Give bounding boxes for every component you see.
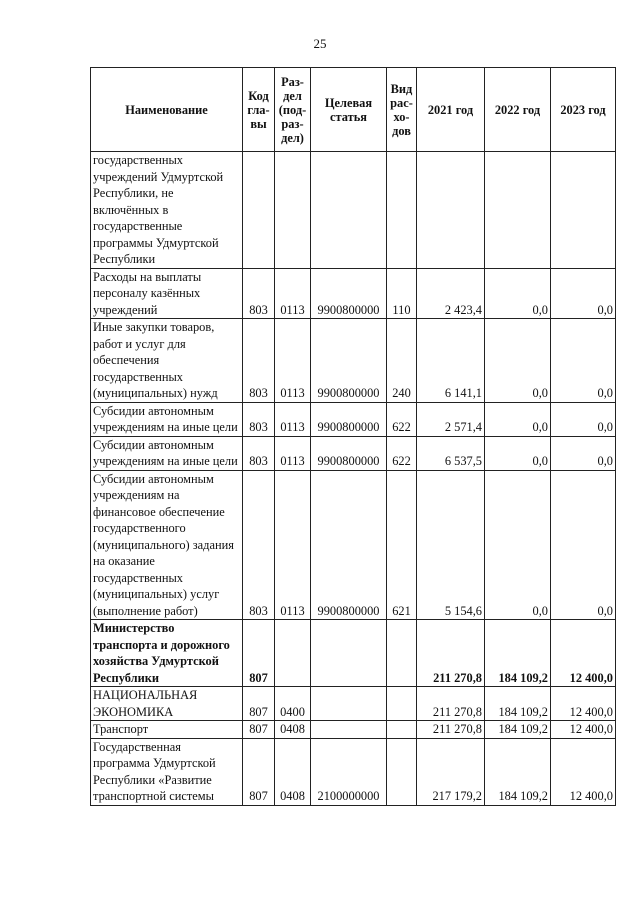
row-amount-2021-cell: 6 141,1 [417,319,485,403]
row-expense-type-cell: 622 [387,402,417,436]
page-number: 25 [313,36,327,51]
row-amount-2021-cell [417,152,485,269]
row-amount-2021-cell: 2 571,4 [417,402,485,436]
row-amount-2022-cell: 184 109,2 [485,620,551,687]
row-name-cell: НАЦИОНАЛЬНАЯ ЭКОНОМИКА [91,687,243,721]
header-target-article: Целевая статья [311,68,387,152]
header-2022: 2022 год [485,68,551,152]
budget-table [90,67,616,806]
row-amount-2021-cell: 211 270,8 [417,721,485,739]
row-chapter-code-cell [243,152,275,269]
row-name-cell: Государственная программа Удмуртской Республики «Развитие транспортной системы [91,738,243,805]
row-name-cell: Субсидии автономным учреждениям на иные цели [91,402,243,436]
row-expense-type-cell [387,687,417,721]
row-expense-type-cell: 240 [387,319,417,403]
row-amount-2023-cell: 0,0 [551,268,616,319]
row-section-cell: 0113 [275,470,311,620]
header-expense-type: Вид рас- хо- дов [387,68,417,152]
row-name-cell: Министерство транспорта и дорожного хозяйства Удмуртской Республики [91,620,243,687]
table-row [91,152,616,269]
row-amount-2023-cell: 0,0 [551,470,616,620]
row-target-article-cell: 2100000000 [311,738,387,805]
table-row [91,620,616,687]
row-name-cell: Транспорт [91,721,243,739]
row-amount-2023-cell: 12 400,0 [551,738,616,805]
row-expense-type-cell [387,721,417,739]
row-name-cell: Субсидии автономным учреждениям на финансовое обеспечение государственного (муниципального) задания на оказание государственных (муниципальных) услуг (выполнение работ) [91,470,243,620]
row-section-cell: 0400 [275,687,311,721]
row-target-article-cell [311,620,387,687]
header-name: Наименование [91,68,243,152]
row-name-cell: Расходы на выплаты персоналу казённых учреждений [91,268,243,319]
row-amount-2022-cell: 0,0 [485,436,551,470]
row-target-article-cell: 9900800000 [311,402,387,436]
row-amount-2022-cell: 184 109,2 [485,687,551,721]
row-section-cell: 0408 [275,721,311,739]
row-name-cell: Субсидии автономным учреждениям на иные цели [91,436,243,470]
table-row [91,436,616,470]
row-chapter-code-cell: 807 [243,721,275,739]
row-expense-type-cell: 110 [387,268,417,319]
row-chapter-code-cell: 803 [243,402,275,436]
row-amount-2023-cell: 0,0 [551,319,616,403]
row-expense-type-cell [387,152,417,269]
row-chapter-code-cell: 803 [243,319,275,403]
row-amount-2022-cell: 0,0 [485,319,551,403]
row-target-article-cell [311,152,387,269]
row-amount-2021-cell: 217 179,2 [417,738,485,805]
row-target-article-cell: 9900800000 [311,436,387,470]
row-amount-2021-cell: 211 270,8 [417,687,485,721]
row-chapter-code-cell: 803 [243,470,275,620]
table-header-row [91,68,616,152]
row-target-article-cell [311,687,387,721]
row-amount-2023-cell [551,152,616,269]
row-target-article-cell: 9900800000 [311,319,387,403]
row-amount-2022-cell: 0,0 [485,402,551,436]
row-amount-2022-cell: 0,0 [485,470,551,620]
row-amount-2022-cell [485,152,551,269]
row-target-article-cell [311,721,387,739]
row-amount-2023-cell: 12 400,0 [551,721,616,739]
row-amount-2023-cell: 12 400,0 [551,620,616,687]
row-expense-type-cell: 621 [387,470,417,620]
row-target-article-cell: 9900800000 [311,268,387,319]
row-chapter-code-cell: 803 [243,436,275,470]
row-amount-2021-cell: 5 154,6 [417,470,485,620]
row-chapter-code-cell: 807 [243,738,275,805]
row-amount-2022-cell: 184 109,2 [485,738,551,805]
row-amount-2022-cell: 184 109,2 [485,721,551,739]
row-expense-type-cell [387,738,417,805]
table-row [91,268,616,319]
row-target-article-cell: 9900800000 [311,470,387,620]
row-section-cell: 0113 [275,319,311,403]
table-row [91,721,616,739]
table-row [91,687,616,721]
table-row [91,738,616,805]
row-expense-type-cell [387,620,417,687]
row-amount-2022-cell: 0,0 [485,268,551,319]
row-amount-2021-cell: 2 423,4 [417,268,485,319]
row-amount-2023-cell: 0,0 [551,402,616,436]
row-amount-2021-cell: 6 537,5 [417,436,485,470]
row-chapter-code-cell: 803 [243,268,275,319]
row-amount-2023-cell: 0,0 [551,436,616,470]
row-expense-type-cell: 622 [387,436,417,470]
table-row [91,319,616,403]
header-chapter-code: Код гла- вы [243,68,275,152]
row-amount-2023-cell: 12 400,0 [551,687,616,721]
row-section-cell [275,152,311,269]
header-2023: 2023 год [551,68,616,152]
row-name-cell: Иные закупки товаров, работ и услуг для обеспечения государственных (муниципальных) нужд [91,319,243,403]
row-section-cell [275,620,311,687]
row-chapter-code-cell: 807 [243,620,275,687]
header-2021: 2021 год [417,68,485,152]
row-amount-2021-cell: 211 270,8 [417,620,485,687]
row-name-cell: государственных учреждений Удмуртской Республики, не включённых в государственные программы Удмуртской Республики [91,152,243,269]
row-section-cell: 0408 [275,738,311,805]
row-section-cell: 0113 [275,268,311,319]
header-section: Раз- дел (под- раз- дел) [275,68,311,152]
table-row [91,402,616,436]
row-section-cell: 0113 [275,436,311,470]
row-section-cell: 0113 [275,402,311,436]
table-row [91,470,616,620]
row-chapter-code-cell: 807 [243,687,275,721]
